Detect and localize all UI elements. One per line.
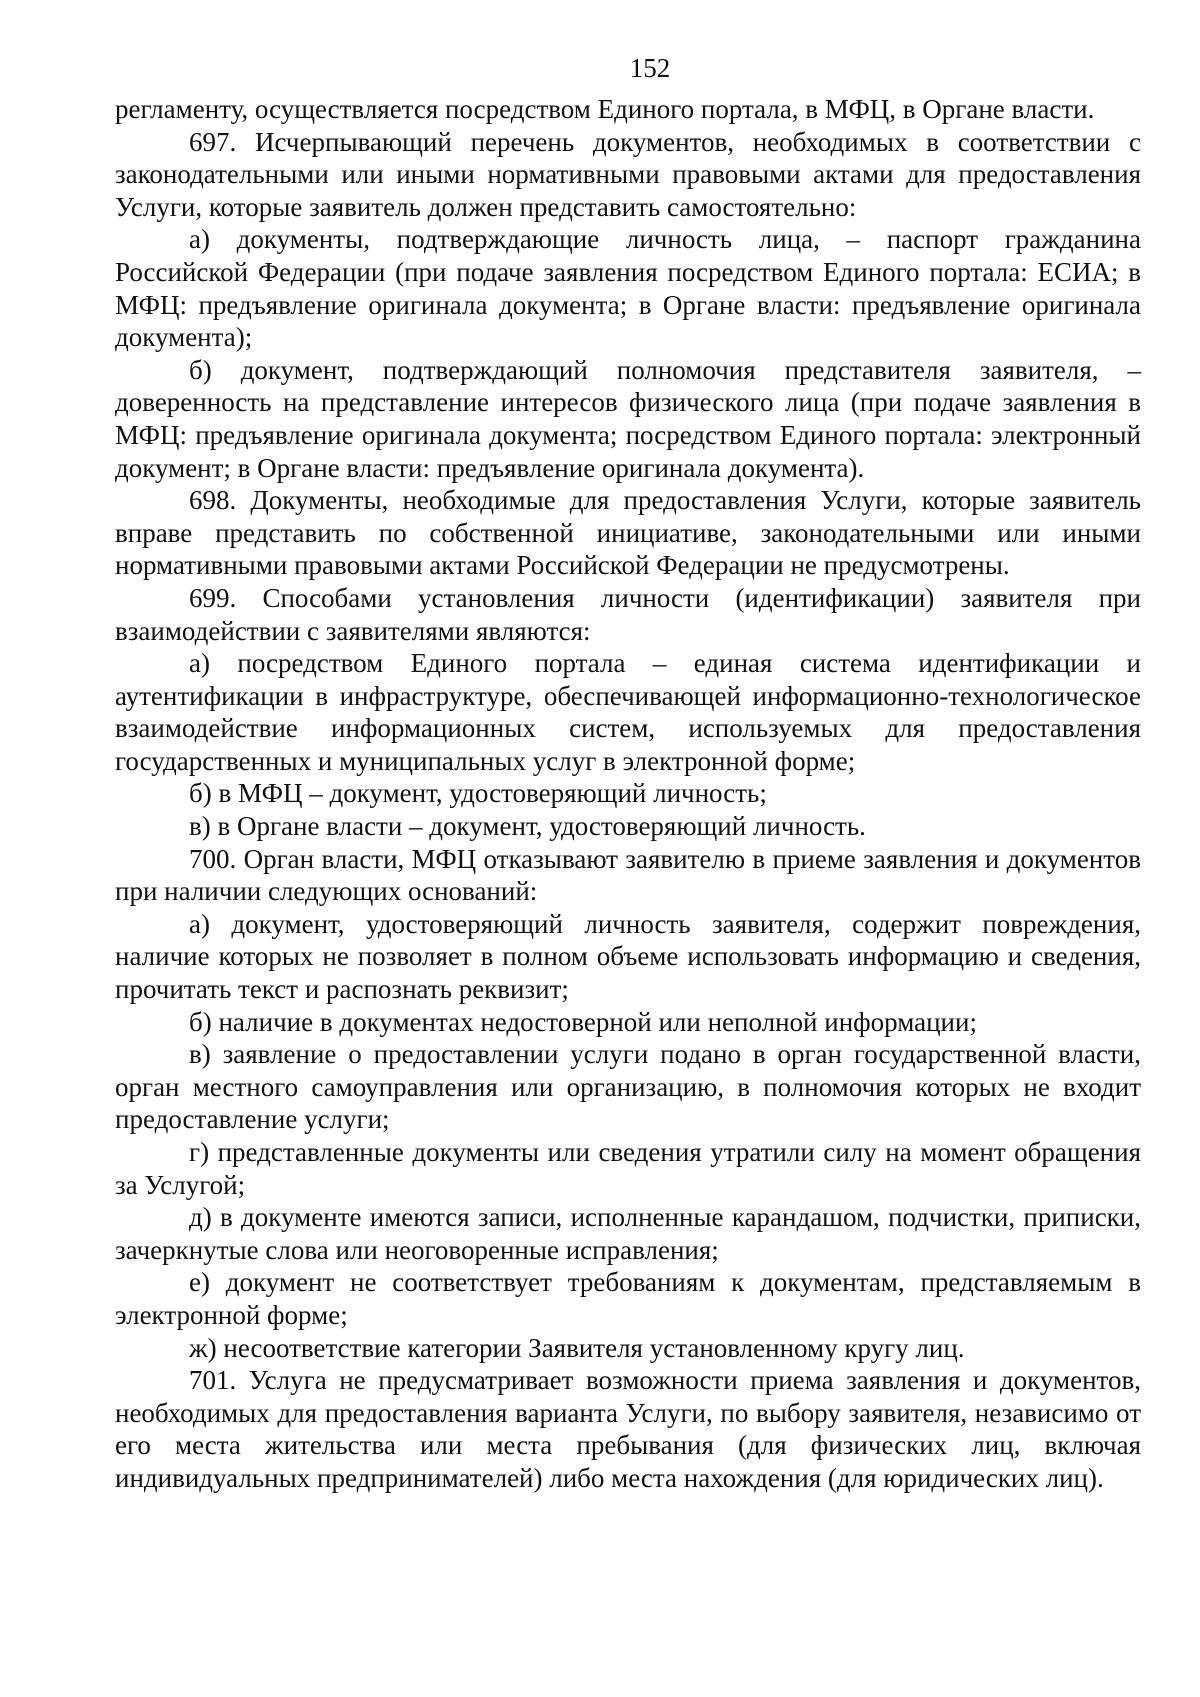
paragraph-700-a: а) документ, удостоверяющий личность заявителя, содержит повреждения, наличие которых не позволяет в полном объеме использовать информацию и сведения, прочитать текст и распознать реквизит;: [115, 908, 1141, 1005]
paragraph-700-f: е) документ не соответствует требованиям к документам, представляемым в электронной форме;: [115, 1267, 1141, 1330]
paragraph-698: 698. Документы, необходимые для предоставления Услуги, которые заявитель вправе представить по собственной инициативе, законодательными или иными нормативными правовыми актами Российской Федерации не предусмотрены.: [115, 485, 1141, 581]
paragraph-699-c: в) в Органе власти – документ, удостоверяющий личность.: [189, 811, 866, 842]
paragraph-697-a: а) документы, подтверждающие личность лица, – паспорт гражданина Российской Федерации (при подаче заявления посредством Единого портала: ЕСИА; в МФЦ: предъявление оригинала документа; в Органе власти: предъявление оригинала документа);: [115, 224, 1141, 353]
page-number: 152: [629, 53, 671, 83]
paragraph-699-a: а) посредством Единого портала – единая система идентификации и аутентификации в инфраструктуре, обеспечивающей информационно-технологическое взаимодействие информационных систем, используемых для предоставления государственных и муниципальных услуг в электронной форме;: [115, 648, 1141, 776]
paragraph-701: 701. Услуга не предусматривает возможности приема заявления и документов, необходимых для предоставления варианта Услуги, по выбору заявителя, независимо от его места жительства или места пребывания (для физических лиц, включая индивидуальных предпринимателей) либо места нахождения (для юридических лиц).: [115, 1365, 1141, 1493]
paragraph-697: 697. Исчерпывающий перечень документов, необходимых в соответствии с законодательными или иными нормативными правовыми актами для предоставления Услуги, которые заявитель должен представить самостоятельно:: [115, 126, 1141, 222]
paragraph-700: 700. Орган власти, МФЦ отказывают заявителю в приеме заявления и документов при наличии следующих оснований:: [115, 843, 1141, 907]
paragraph-700-c: в) заявление о предоставлении услуги подано в орган государственной власти, орган местного самоуправления или организацию, в полномочия которых не входит предоставление услуги;: [115, 1039, 1141, 1135]
paragraph-697-b: б) документ, подтверждающий полномочия представителя заявителя, – доверенность на представление интересов физического лица (при подаче заявления в МФЦ: предъявление оригинала документа; посредством Единого портала: электронный документ; в Органе власти: предъявление оригинала документа).: [115, 354, 1141, 483]
paragraph-699-b: б) в МФЦ – документ, удостоверяющий личность;: [189, 778, 767, 809]
paragraph-700-g: ж) несоответствие категории Заявителя установленному кругу лиц.: [189, 1332, 965, 1363]
paragraph-700-d: г) представленные документы или сведения утратили силу на момент обращения за Услугой;: [115, 1137, 1141, 1200]
paragraph-continuation: регламенту, осуществляется посредством Единого портала, в МФЦ, в Органе власти.: [115, 94, 1095, 124]
paragraph-700-e: д) в документе имеются записи, исполненные карандашом, подчистки, приписки, зачеркнутые слова или неоговоренные исправления;: [115, 1202, 1141, 1265]
paragraph-700-b: б) наличие в документах недостоверной или неполной информации;: [189, 1006, 977, 1037]
document-body: [115, 93, 1141, 1495]
paragraph-699: 699. Способами установления личности (идентификации) заявителя при взаимодействии с заявителями являются:: [115, 582, 1141, 646]
